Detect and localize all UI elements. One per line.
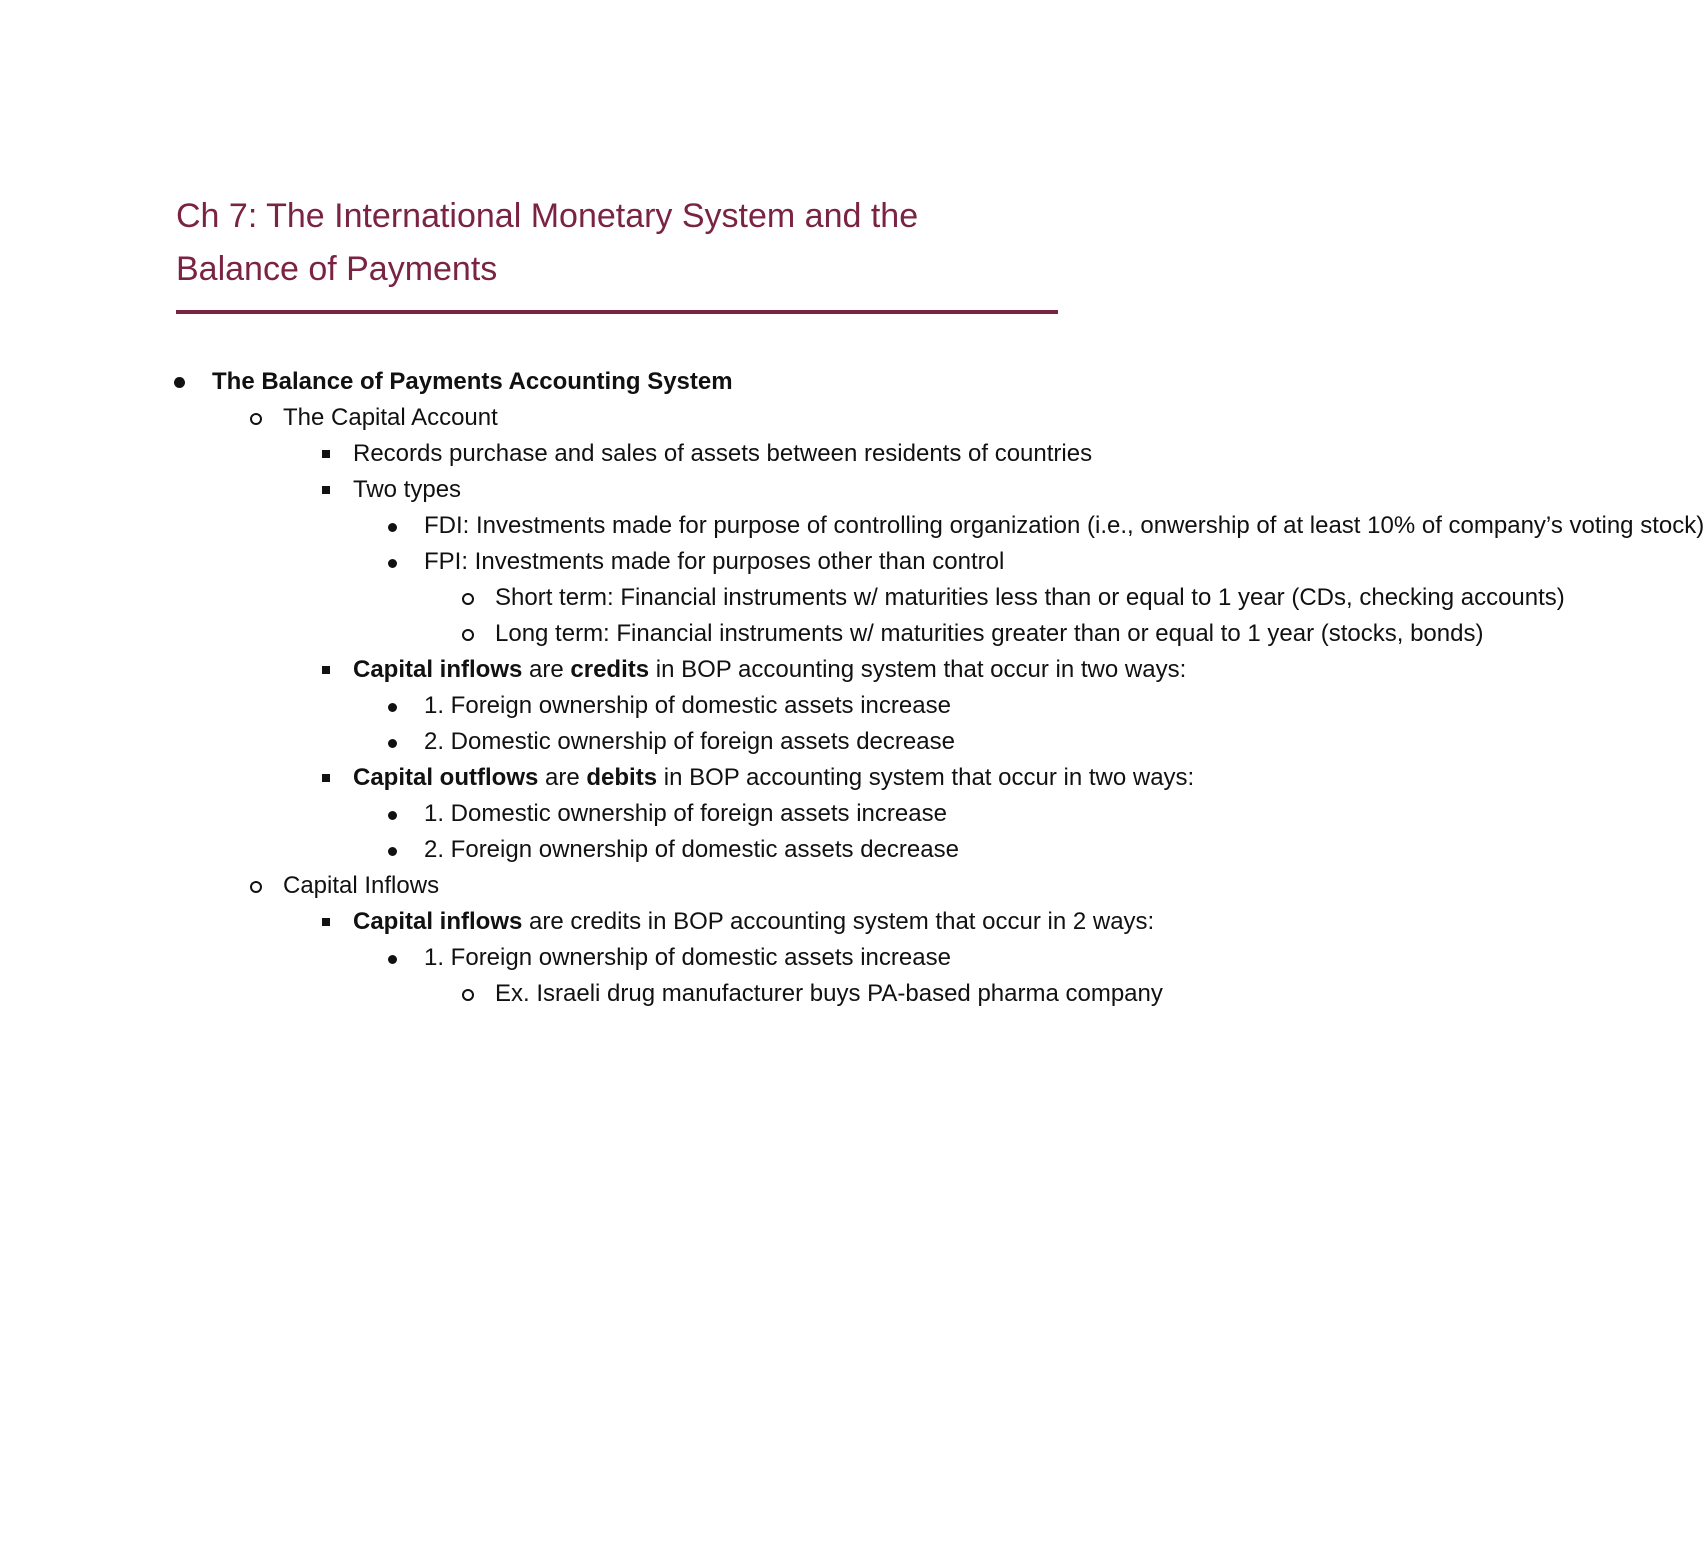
list-item-heading <box>0 364 1200 400</box>
text-run: are <box>538 764 587 791</box>
list-item-inflows-def <box>0 904 1200 940</box>
list-item-text: 1. Foreign ownership of domestic assets increase <box>424 692 951 719</box>
list-item-text <box>353 764 991 791</box>
list-item-text: greater than or equal to 1 year (stocks, bonds) <box>991 620 1484 647</box>
text-run: are <box>522 656 571 683</box>
text-run: in BOP accounting system that <box>649 656 984 683</box>
list-item-inflows-way-1 <box>0 940 1200 976</box>
title-line-1: Ch 7: The International Monetary System and the <box>176 197 919 235</box>
list-item-long-term <box>0 616 1484 652</box>
list-item-text: checking accounts) <box>1359 584 1565 611</box>
list-item-text: occur in two ways: <box>998 764 1195 791</box>
list-item-text: Short term: Financial instruments w/ <box>495 584 878 611</box>
list-item-text: occur in two ways: <box>990 656 1187 683</box>
list-item-fdi <box>0 508 1704 544</box>
bold-term: credits <box>570 656 650 683</box>
list-item-text: maturities less than or equal to 1 year (CDs, <box>884 584 1353 611</box>
section-heading: The Balance of Payments Accounting System <box>212 368 733 395</box>
list-item-text: countries <box>994 440 1093 467</box>
circle-bullet-icon <box>246 868 270 904</box>
square-bullet-icon <box>318 904 342 940</box>
bullet-icon <box>384 688 408 724</box>
title-underline-rule <box>176 310 1058 314</box>
bullet-icon <box>384 508 408 544</box>
text-run: in BOP accounting system that <box>657 764 992 791</box>
list-item-text: FDI: Investments made for purpose of controlling <box>424 512 943 539</box>
list-item-short-term <box>0 580 1565 616</box>
capital-inflows-label: Capital Inflows <box>283 872 440 899</box>
list-item-text: 2. Domestic ownership of foreign assets decrease <box>424 728 955 755</box>
text-run: are credits in BOP accounting system that <box>522 908 976 935</box>
list-item-capital-account <box>0 400 1200 436</box>
bullet-icon <box>384 796 408 832</box>
list-item-two-types <box>0 472 1200 508</box>
bullet-icon <box>384 544 408 580</box>
bold-term: Capital inflows <box>353 908 523 935</box>
list-item-capital-inflows <box>0 868 1200 904</box>
list-item-text: 1. Foreign ownership of domestic assets increase <box>424 944 951 971</box>
bold-term: debits <box>586 764 658 791</box>
circle-bullet-icon <box>458 976 482 1012</box>
list-item-text: Ex. Israeli drug manufacturer buys PA-based <box>495 980 971 1007</box>
list-item-text: FPI: Investments made for purposes other than <box>424 548 926 575</box>
outline-body <box>0 364 1704 1012</box>
list-item-text: occur in 2 ways: <box>982 908 1155 935</box>
bullet-icon <box>384 724 408 760</box>
list-item-example <box>0 976 1200 1012</box>
circle-bullet-icon <box>458 616 482 652</box>
list-item-text: company’s voting stock) <box>1448 512 1704 539</box>
circle-bullet-icon <box>458 580 482 616</box>
list-item-text: 1. Domestic ownership of foreign assets increase <box>424 800 947 827</box>
bold-term: Capital inflows <box>353 656 523 683</box>
square-bullet-icon <box>318 436 342 472</box>
list-item-text: 2. Foreign ownership of domestic assets decrease <box>424 836 959 863</box>
square-bullet-icon <box>318 760 342 796</box>
list-item-text: organization (i.e., onwership of at least 10% of <box>949 512 1442 539</box>
list-item-capital-inflows-def <box>0 652 1200 688</box>
bullet-icon <box>384 940 408 976</box>
square-bullet-icon <box>318 472 342 508</box>
list-item-outflow-way-2 <box>0 832 1200 868</box>
list-item-outflow-way-1 <box>0 796 1200 832</box>
list-item-inflow-way-1 <box>0 688 1200 724</box>
title-line-2: Balance of Payments <box>176 250 498 288</box>
list-item-records <box>0 436 1200 472</box>
bullet-icon <box>384 832 408 868</box>
circle-bullet-icon <box>246 400 270 436</box>
list-item-text: Records purchase and sales of assets between residents of <box>353 440 989 467</box>
bold-term: Capital outflows <box>353 764 539 791</box>
list-item-text <box>353 908 975 935</box>
list-item-text: Two types <box>353 476 462 503</box>
page-title <box>176 190 1076 296</box>
capital-account-label: The Capital Account <box>283 404 498 431</box>
list-item-fpi <box>0 544 1200 580</box>
list-item-text: Long term: Financial instruments w/ maturities <box>495 620 985 647</box>
list-item-text <box>353 656 984 683</box>
list-item-capital-outflows-def <box>0 760 1200 796</box>
list-item-text: control <box>932 548 1005 575</box>
list-item-text: pharma company <box>977 980 1163 1007</box>
bullet-icon <box>172 364 196 400</box>
square-bullet-icon <box>318 652 342 688</box>
list-item-inflow-way-2 <box>0 724 1200 760</box>
